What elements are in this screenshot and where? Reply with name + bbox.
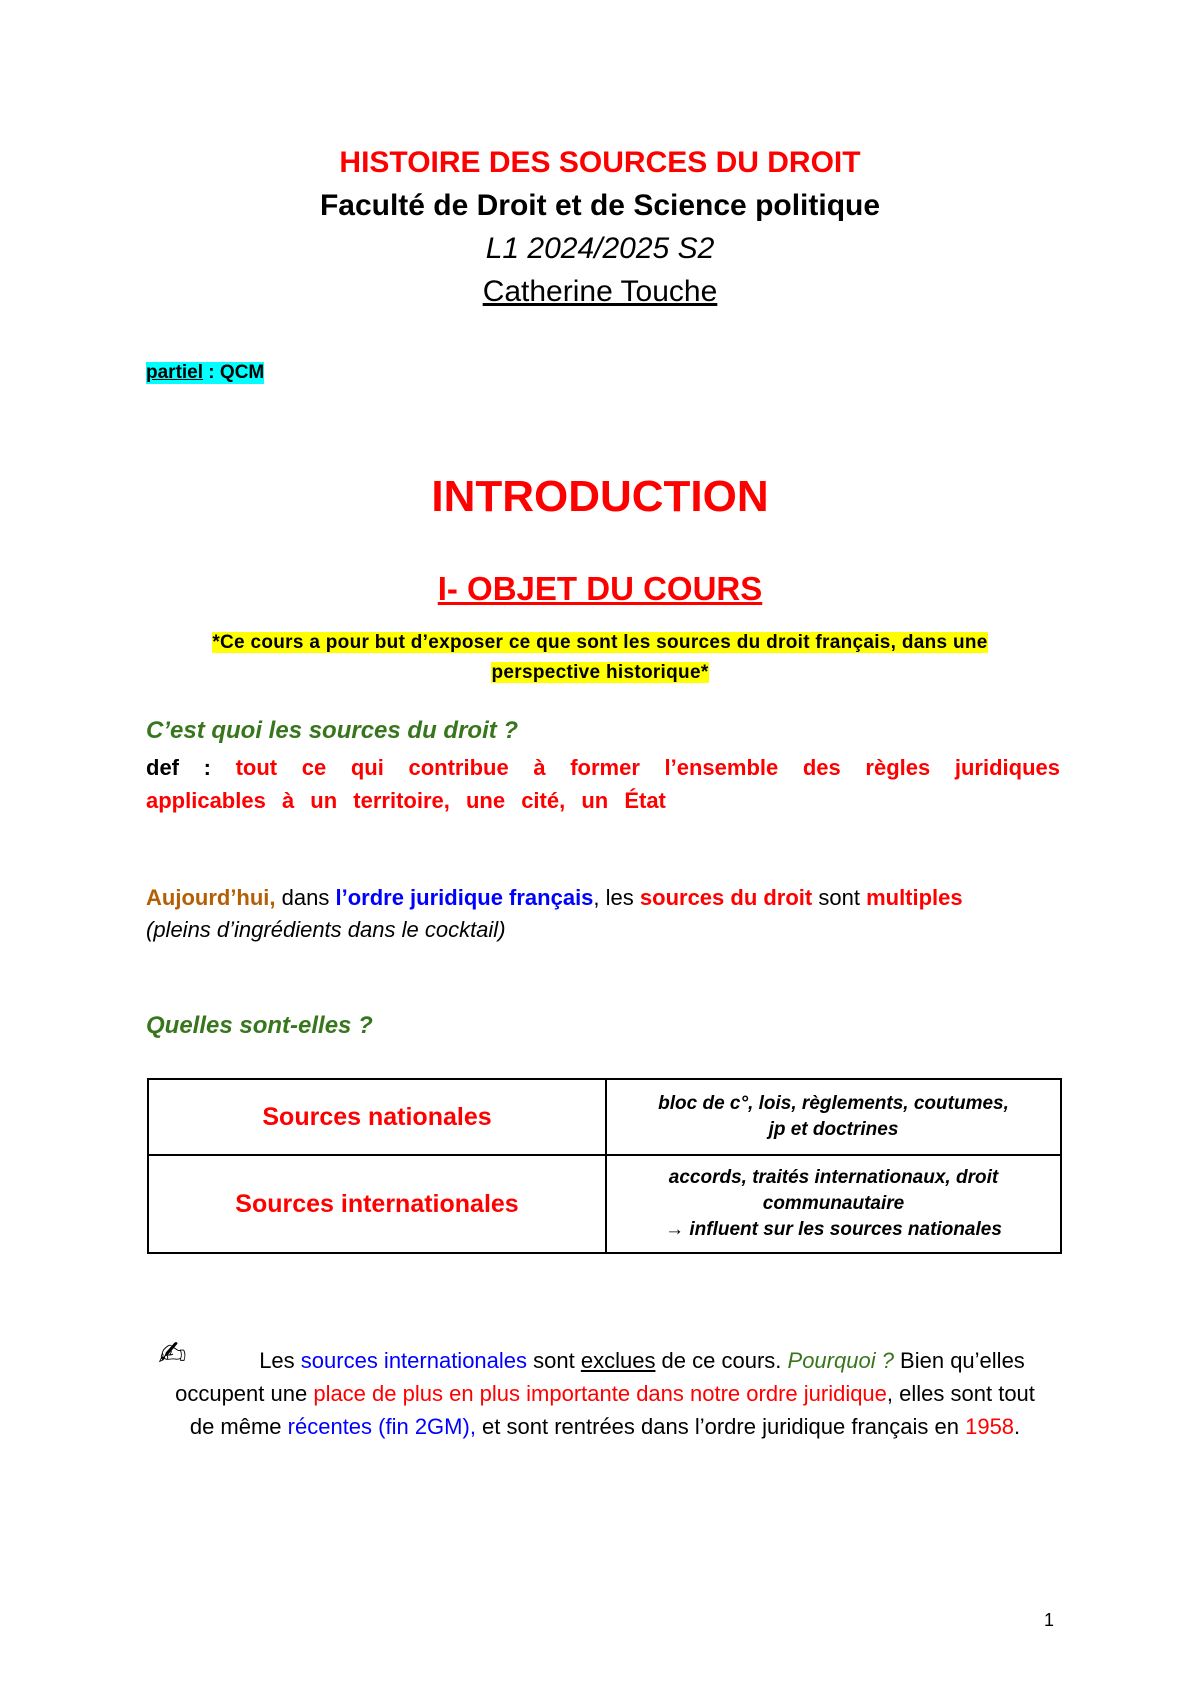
definition-label: def [146, 755, 179, 780]
note-paragraph [160, 1344, 1050, 1443]
today-text-1: dans [275, 885, 336, 910]
table-row [148, 1079, 1061, 1155]
document-title: HISTOIRE DES SOURCES DU DROIT [339, 146, 861, 179]
international-sources-term: sources internationales [300, 1348, 528, 1373]
today-word: Aujourd’hui, [146, 885, 276, 910]
importance-term: place de plus en plus importante dans notre ordre juridique [313, 1381, 887, 1406]
section-heading: I- OBJET DU COURS [437, 570, 763, 607]
year-term: 1958 [965, 1414, 1015, 1439]
why-term: Pourquoi ? [787, 1348, 894, 1373]
today-text-2: , les [593, 885, 640, 910]
note-text-2: sont [527, 1348, 581, 1373]
excluded-term: exclues [580, 1348, 656, 1373]
table-cell-content [606, 1079, 1061, 1155]
exam-value: QCM [219, 362, 265, 383]
today-text-3: sont [812, 885, 867, 910]
cell-line: jp et doctrines [768, 1119, 899, 1140]
faculty-name: Faculté de Droit et de Science politique [319, 189, 881, 222]
academic-year: L1 2024/2025 S2 [485, 232, 715, 265]
recent-term: récentes (fin 2GM), [287, 1414, 476, 1439]
author-name: Catherine Touche [482, 275, 718, 308]
cell-line: → influent sur les sources nationales [665, 1219, 1002, 1240]
table-cell-label: Sources nationales [148, 1079, 606, 1155]
cell-line: bloc de c°, lois, règlements, coutumes, [658, 1093, 1009, 1114]
note-text-5: , elles sont tout de même [189, 1381, 1035, 1439]
course-aim [0, 628, 1200, 688]
question-heading-1: C’est quoi les sources du droit ? [146, 717, 519, 744]
definition-separator: : [179, 755, 236, 780]
cell-line: communautaire [762, 1193, 905, 1214]
exam-separator: : [203, 362, 220, 383]
introduction-heading: INTRODUCTION [431, 472, 769, 521]
table-cell-label: Sources internationales [148, 1155, 606, 1253]
definition-text: tout ce qui contribue à former l’ensemble des règles juridiques applicables à un territoire, une cité, un État [146, 755, 1060, 813]
note-text-3: de ce cours. [655, 1348, 788, 1373]
note-text-6: et sont rentrées dans l’ordre juridique français en [475, 1414, 966, 1439]
multiples-term: multiples [866, 885, 963, 910]
definition [146, 751, 1060, 817]
cell-line: accords, traités internationaux, droit [668, 1167, 999, 1188]
course-aim-line1: *Ce cours a pour but d’exposer ce que sont les sources du droit français, dans une [212, 632, 988, 653]
exam-label: partiel [146, 362, 204, 383]
course-aim-line2: perspective historique* [491, 662, 709, 683]
page-number: 1 [1044, 1610, 1055, 1630]
today-aside: (pleins d’ingrédients dans le cocktail) [146, 917, 506, 942]
note-text-1: Les [259, 1348, 301, 1373]
writing-hand-icon: ✍ [158, 1335, 187, 1373]
today-paragraph [146, 882, 1060, 946]
note-text-4: Bien qu’elles occupent une [175, 1348, 1025, 1406]
note-text-7: . [1014, 1414, 1021, 1439]
table-row [148, 1155, 1061, 1253]
sources-term: sources du droit [639, 885, 813, 910]
legal-order-term: l’ordre juridique français [335, 885, 594, 910]
exam-format [146, 362, 264, 384]
question-heading-2: Quelles sont-elles ? [146, 1012, 373, 1039]
table-cell-content [606, 1155, 1061, 1253]
sources-table [147, 1078, 1062, 1254]
